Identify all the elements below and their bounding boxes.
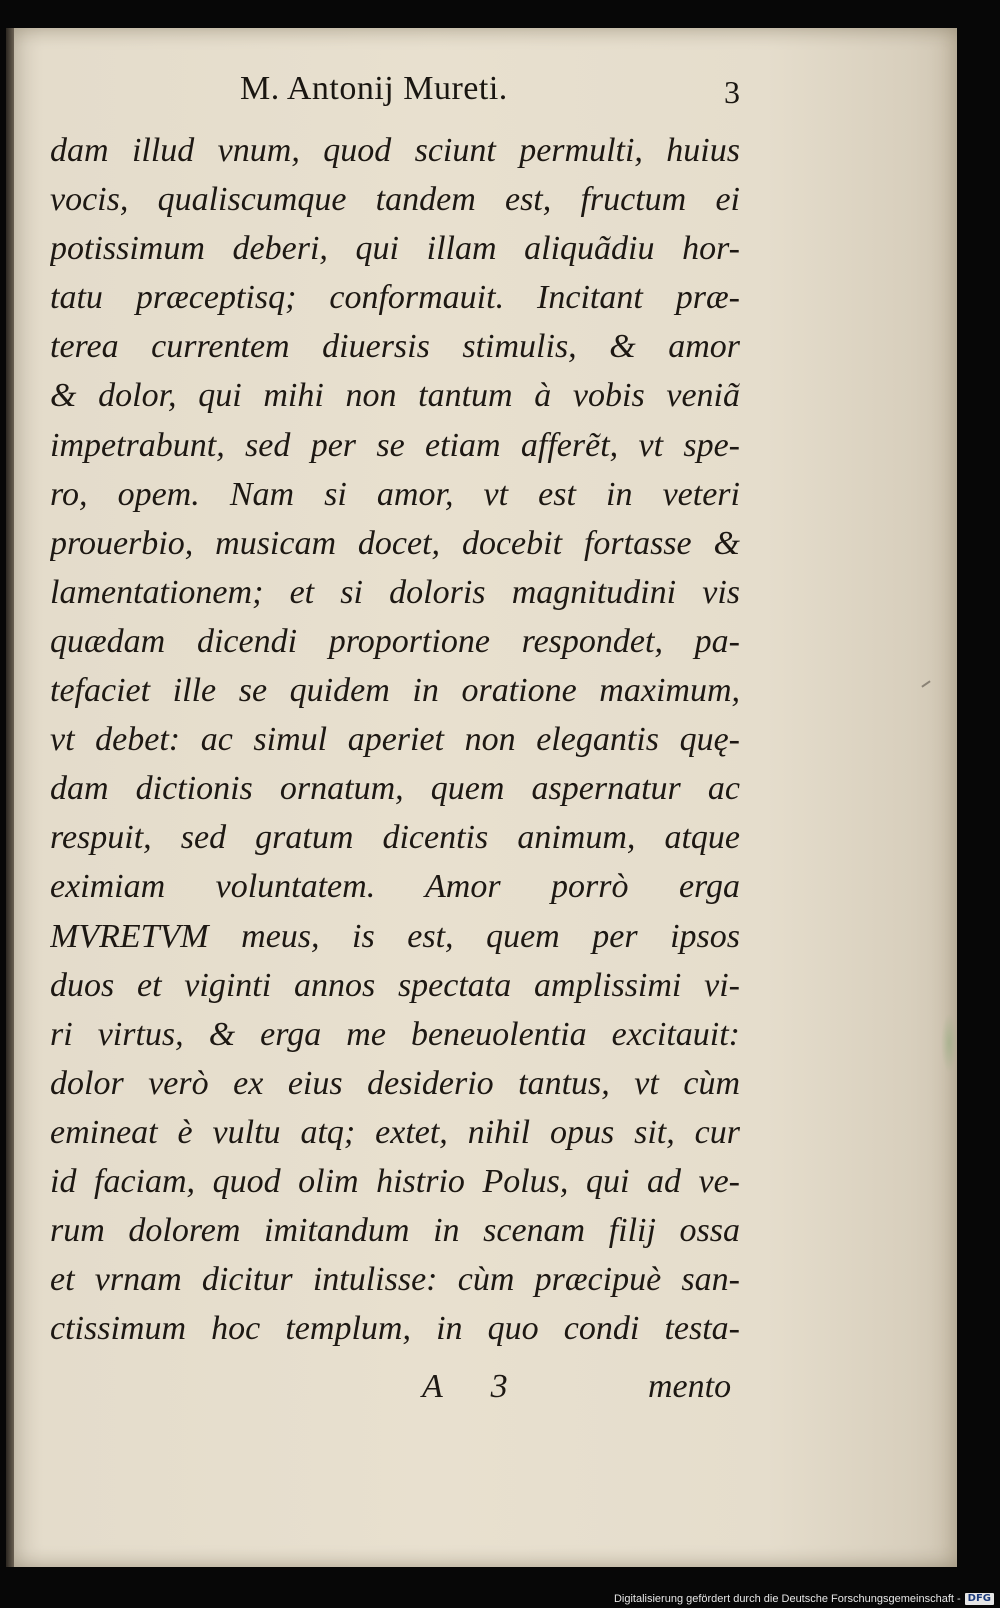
text-line: vt debet: ac simul aperiet non elegantis quę- xyxy=(50,721,740,759)
body-text xyxy=(50,126,740,1353)
text-line: impetrabunt, sed per se etiam afferẽt, vt spe- xyxy=(50,426,740,464)
margin-stain xyxy=(941,1013,957,1073)
text-line: lamentationem; et si doloris magnitudini vis xyxy=(50,573,740,611)
page-number: 3 xyxy=(724,74,740,110)
text-line: terea currentem diuersis stimulis, & amor xyxy=(50,328,740,366)
digitisation-credit xyxy=(614,1593,994,1605)
text-line: tefaciet ille se quidem in oratione maximum, xyxy=(50,672,740,710)
text-line: MVRETVM meus, is est, quem per ipsos xyxy=(50,917,740,955)
text-line: ro, opem. Nam si amor, vt est in veteri xyxy=(50,475,740,513)
text-line: prouerbio, musicam docet, docebit fortasse & xyxy=(50,524,740,562)
text-line: rum dolorem imitandum in scenam filij ossa xyxy=(50,1212,740,1250)
text-line: dam dictionis ornatum, quem aspernatur ac xyxy=(50,770,740,808)
text-line: dolor verò ex eius desiderio tantus, vt cùm xyxy=(50,1064,740,1102)
text-line: quædam dicendi proportione respondet, pa- xyxy=(50,622,740,660)
page-gutter xyxy=(6,28,14,1567)
catchword: mento xyxy=(648,1368,732,1405)
text-line: duos et viginti annos spectata amplissimi vi- xyxy=(50,966,740,1004)
margin-mark xyxy=(921,680,930,687)
text-line: id faciam, quod olim histrio Polus, qui ad ve- xyxy=(50,1162,740,1200)
running-head-title: M. Antonij Mureti. xyxy=(240,70,508,107)
text-line: & dolor, qui mihi non tantum à vobis veniã xyxy=(50,377,740,415)
text-line: eximiam voluntatem. Amor porrò erga xyxy=(50,868,740,906)
text-line: ri virtus, & erga me beneuolentia excitauit: xyxy=(50,1015,740,1053)
text-line: emineat è vultu atq; extet, nihil opus sit, cur xyxy=(50,1113,740,1151)
text-line: respuit, sed gratum dicentis animum, atque xyxy=(50,819,740,857)
signature-mark: A 3 xyxy=(422,1368,508,1405)
text-line: potissimum deberi, qui illam aliquãdiu hor- xyxy=(50,230,740,268)
text-line: et vrnam dicitur intulisse: cùm præcipuè san- xyxy=(50,1261,740,1299)
text-line: dam illud vnum, quod sciunt permulti, huius xyxy=(50,132,740,169)
dfg-logo: DFG xyxy=(965,1593,994,1605)
credit-text: Digitalisierung gefördert durch die Deutsche Forschungsgemeinschaft - xyxy=(613,1593,961,1605)
text-line: vocis, qualiscumque tandem est, fructum ei xyxy=(50,181,740,219)
text-line: ctissimum hoc templum, in quo condi testa- xyxy=(50,1310,740,1348)
text-line: tatu præceptisq; conformauit. Incitant præ- xyxy=(50,279,740,317)
